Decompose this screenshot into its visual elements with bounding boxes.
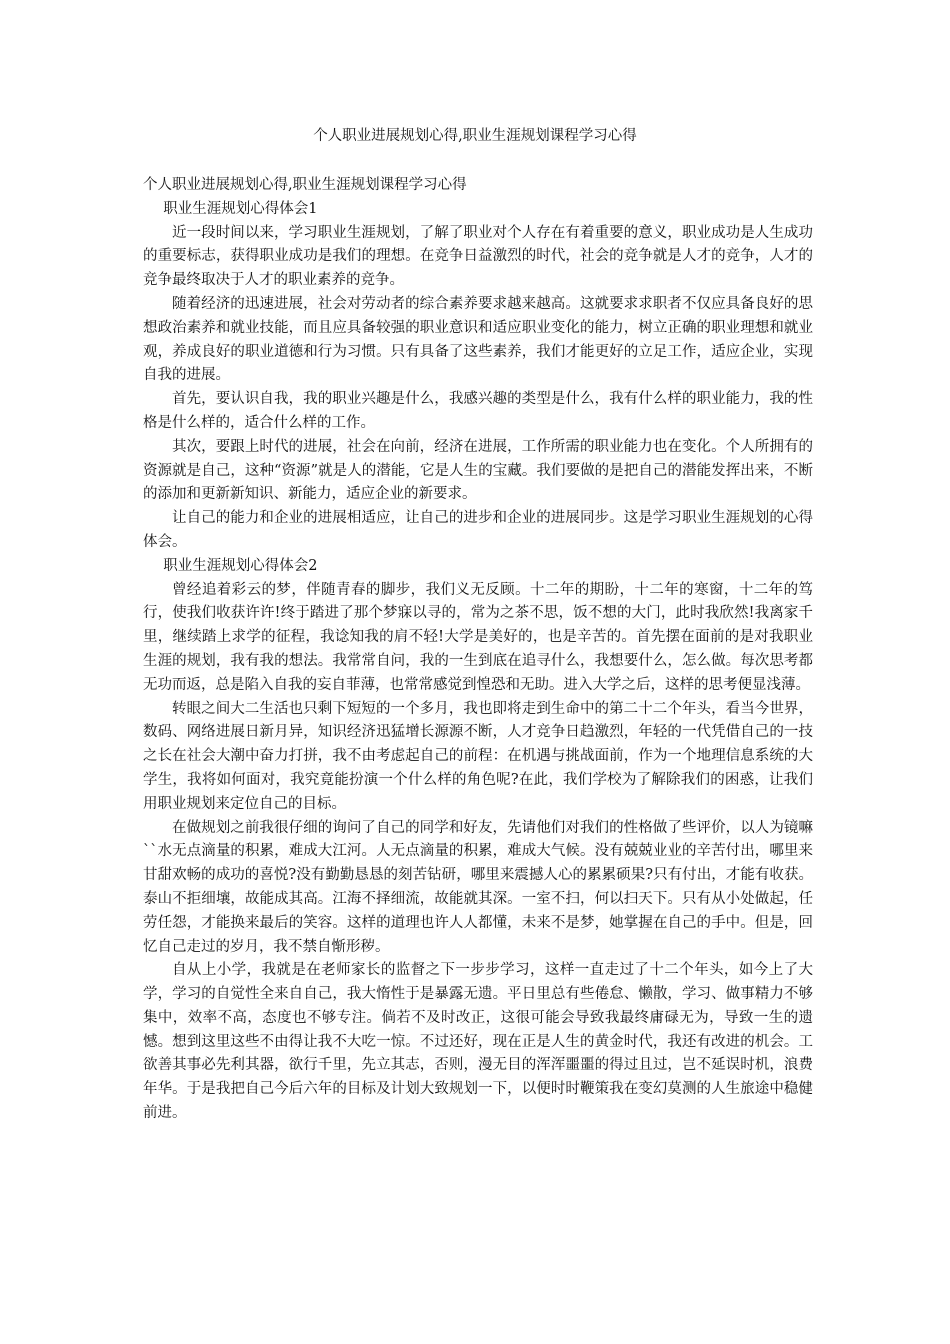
paragraph: 在做规划之前我很仔细的询问了自己的同学和好友，先请他们对我们的性格做了些评价，以人为镜嘛``水无点滴量的积累，难成大江河。人无点滴量的积累，难成大气候。没有兢兢业业的辛苦付出，哪里来甘甜欢畅的成功的喜悦?没有勤勤恳恳的刻苦钻研，哪里来震撼人心的累累硕果?只有付出，才能有收获。泰山不拒细壤，故能成其高。江海不择细流，故能就其深。一室不扫，何以扫天下。只有从小处做起，任劳任怨，才能换来最后的笑容。这样的道理也许人人都懂，未来不是梦，她掌握在自己的手中。但是，回忆自己走过的岁月，我不禁自惭形秽。 (143, 819, 813, 955)
document-title: 个人职业进展规划心得,职业生涯规划课程学习心得 (313, 128, 637, 144)
paragraph: 首先，要认识自我，我的职业兴趣是什么，我感兴趣的类型是什么，我有什么样的职业能力，我的性格是什么样的，适合什么样的工作。 (143, 391, 813, 431)
paragraph: 自从上小学，我就是在老师家长的监督之下一步步学习，这样一直走过了十二个年头，如今上了大学，学习的自觉性全来自自己，我大惰性于是暴露无遗。平日里总有些倦怠、懒散，学习、做事精力不够集中，效率不高，态度也不够专注。倘若不及时改正，这很可能会导致我最终庸碌无为，导致一生的遗憾。想到这里这些不由得让我不大吃一惊。不过还好，现在正是人生的黄金时代，我还有改进的机会。工欲善其事必先利其器，欲行千里，先立其志，否则，漫无目的浑浑噩噩的得过且过，岂不延误时机，浪费年华。于是我把自己今后六年的目标及计划大致规划一下，以便时时鞭策我在变幻莫测的人生旅途中稳健前进。 (143, 962, 813, 1122)
section-heading: 职业生涯规划心得体会1 (163, 200, 318, 217)
paragraph: 其次，要跟上时代的进展，社会在向前，经济在进展，工作所需的职业能力也在变化。个人所拥有的资源就是自己，这种“资源”就是人的潜能，它是人生的宝藏。我们要做的是把自己的潜能发挥出来，不断的添加和更新新知识、新能力，适应企业的新要求。 (143, 438, 813, 503)
document-body (143, 174, 813, 1126)
paragraph: 随着经济的迅速进展，社会对劳动者的综合素养要求越来越高。这就要求求职者不仅应具备良好的思想政治素养和就业技能，而且应具备较强的职业意识和适应职业变化的能力，树立正确的职业理想和就业观，养成良好的职业道德和行为习惯。只有具备了这些素养，我们才能更好的立足工作，适应企业，实现自我的进展。 (143, 295, 813, 384)
paragraph: 让自己的能力和企业的进展相适应，让自己的进步和企业的进展同步。这是学习职业生涯规划的心得体会。 (143, 510, 813, 550)
paragraph: 近一段时间以来，学习职业生涯规划，了解了职业对个人存在有着重要的意义，职业成功是人生成功的重要标志，获得职业成功是我们的理想。在竞争日益激烈的时代，社会的竞争就是人才的竞争，人才的竞争最终取决于人才的职业素养的竞争。 (143, 224, 813, 289)
paragraph: 转眼之间大二生活也只剩下短短的一个多月，我也即将走到生命中的第二十二个年头，看当今世界，数码、网络进展日新月异，知识经济迅猛增长源源不断，人才竞争日趋激烈，年轻的一代凭借自己的一技之长在社会大潮中奋力打拼，我不由考虑起自己的前程：在机遇与挑战面前，作为一个地理信息系统的大学生，我将如何面对，我究竟能扮演一个什么样的角色呢?在此，我们学校为了解除我们的困惑，让我们用职业规划来定位自己的目标。 (143, 700, 813, 812)
paragraph: 曾经追着彩云的梦，伴随青春的脚步，我们义无反顾。十二年的期盼，十二年的寒窗，十二年的笃行，使我们收获许许!终于踏进了那个梦寐以寻的，常为之茶不思，饭不想的大门，此时我欣然!我离家千里，继续踏上求学的征程，我谂知我的肩不轻!大学是美好的，也是辛苦的。首先摆在面前的是对我职业生涯的规划，我有我的想法。我常常自问，我的一生到底在追寻什么，我想要什么，怎么做。每次思考都无功而返，总是陷入自我的妄自菲薄，也常常感觉到惶恐和无助。进入大学之后，这样的思考便显浅薄。 (143, 581, 813, 693)
section-heading: 职业生涯规划心得体会2 (163, 557, 318, 574)
document-subtitle: 个人职业进展规划心得,职业生涯规划课程学习心得 (143, 177, 467, 193)
